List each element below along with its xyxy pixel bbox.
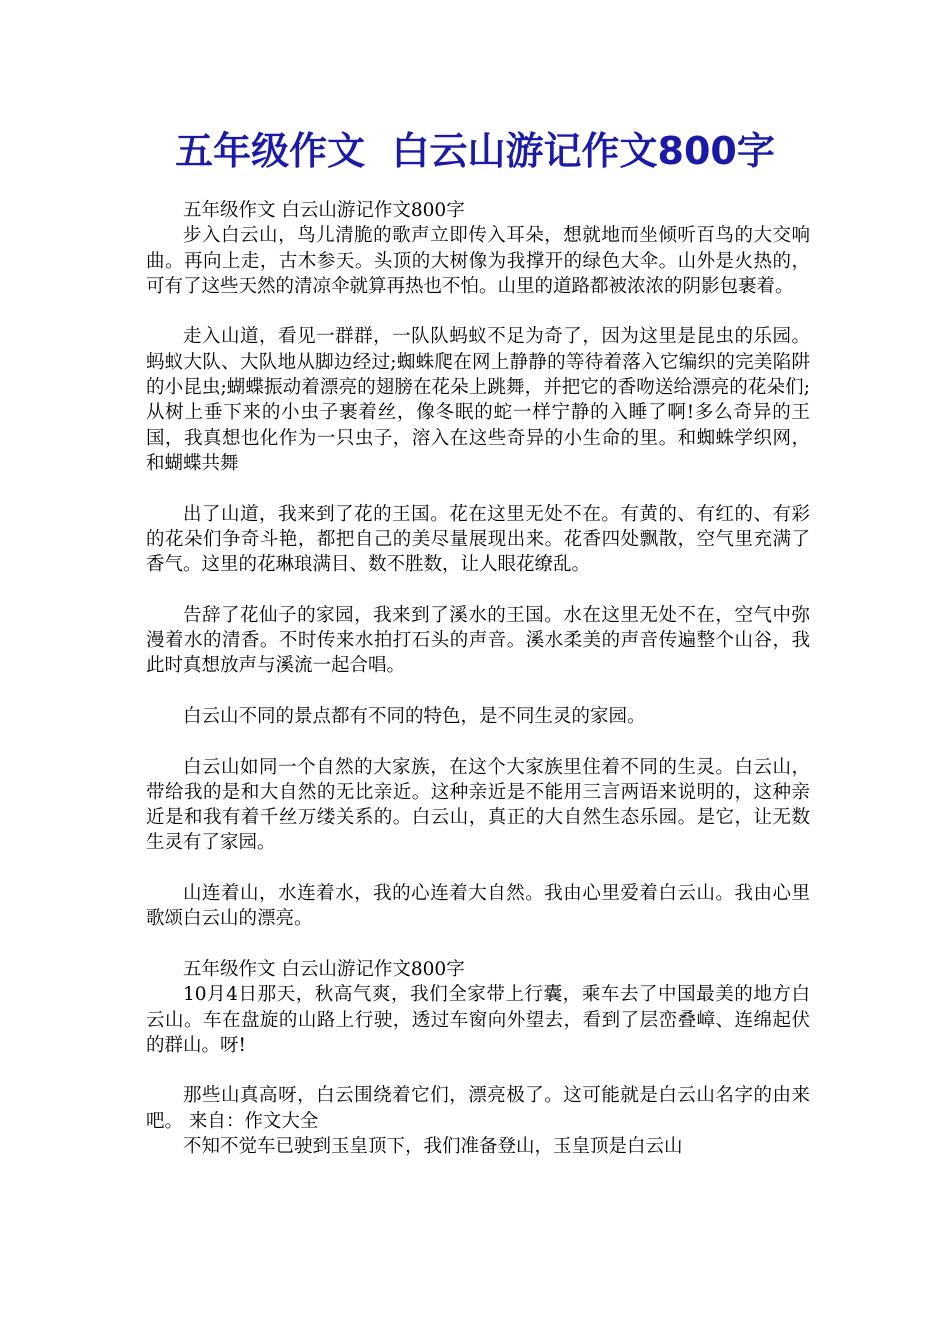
paragraph: 步入白云山，鸟儿清脆的歌声立即传入耳朵，想就地而坐倾听百鸟的大交响曲。再向上走，古木参天。头顶的大树像为我撑开的绿色大伞。山外是火热的，可有了这些天然的清凉伞就算再热也不怕。山里的道路都被浓浓的阴影包裹着。 bbox=[146, 225, 810, 297]
paragraph-gap bbox=[146, 476, 810, 501]
paragraph: 不知不觉车已驶到玉皇顶下，我们准备登山，玉皇顶是白云山 bbox=[183, 1135, 683, 1157]
paragraph: 10月4日那天，秋高气爽，我们全家带上行囊，乘车去了中国最美的地方白云山。车在盘旋的山路上行驶，透过车窗向外望去，看到了层峦叠嶂、连绵起伏的群山。呀! bbox=[146, 984, 810, 1056]
paragraph-heading-2: 五年级作文 白云山游记作文800字 bbox=[183, 958, 465, 980]
paragraph: 山连着山，水连着水，我的心连着大自然。我由心里爱着白云山。我由心里歌颂白云山的漂亮。 bbox=[146, 883, 810, 930]
paragraph: 告辞了花仙子的家园，我来到了溪水的王国。水在这里无处不在，空气中弥漫着水的清香。不时传来水拍打石头的声音。溪水柔美的声音传遍整个山谷，我此时真想放声与溪流一起合唱。 bbox=[146, 604, 810, 677]
paragraph: 白云山如同一个自然的大家族，在这个大家族里住着不同的生灵。白云山，带给我的是和大自然的无比亲近。这种亲近是不能用三言两语来说明的，这种亲近是和我有着千丝万缕关系的。白云山，真正的大自然生态乐园。是它，让无数生灵有了家园。 bbox=[146, 756, 810, 854]
document-body bbox=[146, 198, 810, 1159]
paragraph-heading-1: 五年级作文 白云山游记作文800字 bbox=[183, 200, 465, 221]
paragraph-gap bbox=[146, 679, 810, 704]
paragraph-gap bbox=[146, 1058, 810, 1083]
document-title: 五年级作文 白云山游记作文800字 bbox=[175, 129, 775, 173]
paragraph: 那些山真高呀，白云围绕着它们，漂亮极了。这可能就是白云山名字的由来吧。 来自：作文大全 bbox=[146, 1085, 810, 1132]
paragraph-gap bbox=[146, 856, 810, 881]
paragraph: 白云山不同的景点都有不同的特色，是不同生灵的家园。 bbox=[183, 705, 646, 727]
paragraph: 走入山道，看见一群群，一队队蚂蚁不足为奇了，因为这里是昆虫的乐园。蚂蚁大队、大队地从脚边经过;蜘蛛爬在网上静静的等待着落入它编织的完美陷阱的小昆虫;蝴蝶振动着漂亮的翅膀在花朵上跳舞，并把它的香吻送给漂亮的花朵们;从树上垂下来的小虫子裹着丝，像冬眠的蛇一样宁静的入睡了啊!多么奇异的王国，我真想也化作为一只虫子，溶入在这些奇异的小生命的里。和蜘蛛学织网，和蝴蝶共舞 bbox=[146, 326, 810, 474]
paragraph-gap bbox=[146, 729, 810, 754]
paragraph-gap bbox=[146, 577, 810, 602]
paragraph: 出了山道，我来到了花的王国。花在这里无处不在。有黄的、有红的、有彩的花朵们争奇斗艳，都把自己的美尽量展现出来。花香四处飘散，空气里充满了香气。这里的花琳琅满目、数不胜数，让人眼花缭乱。 bbox=[146, 503, 810, 576]
paragraph-gap bbox=[146, 932, 810, 957]
paragraph-gap bbox=[146, 299, 810, 324]
